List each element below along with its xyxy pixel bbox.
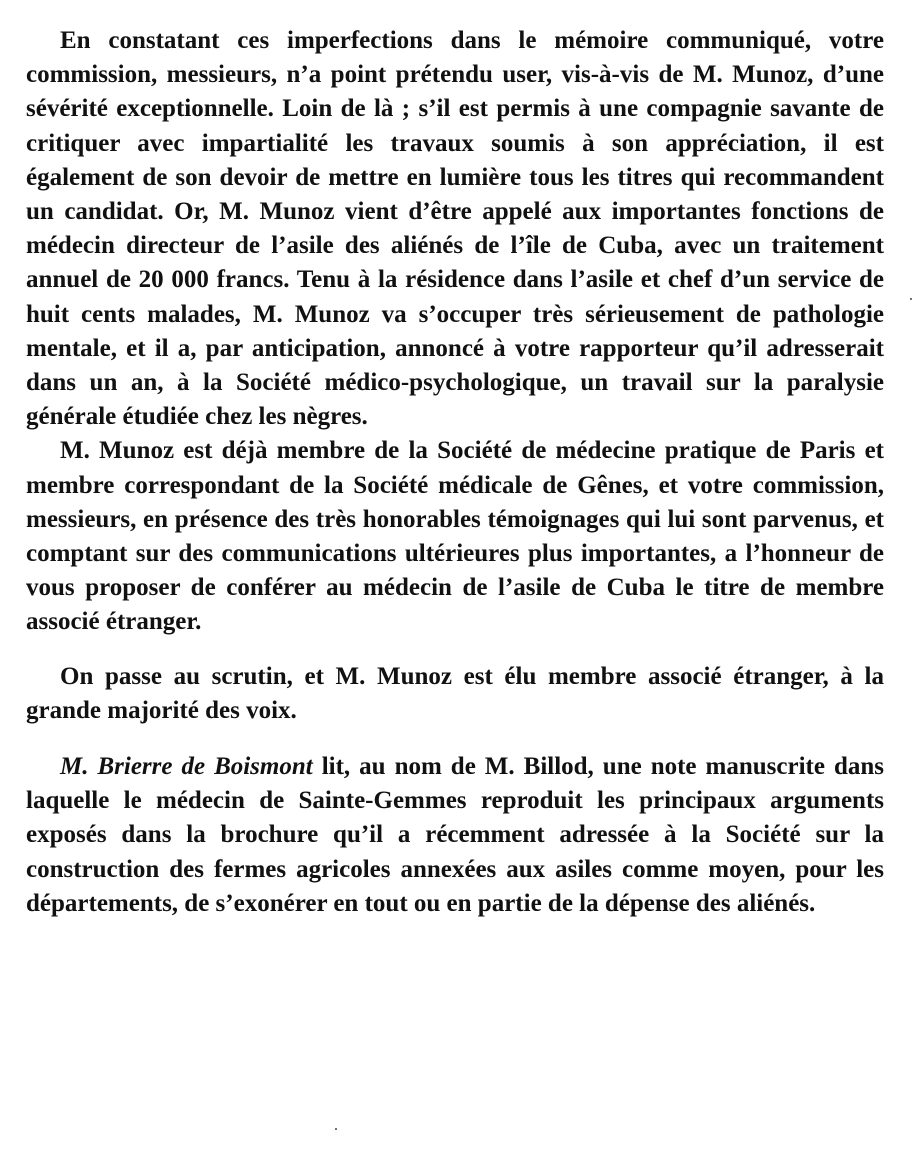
print-speck bbox=[335, 1128, 337, 1130]
paragraph-billod-note bbox=[26, 750, 884, 921]
paragraph-vote-result: On passe au scrutin, et M. Munoz est élu membre associé étranger, à la grande majorité des voix. bbox=[26, 662, 884, 724]
paragraph-commission-report: En constatant ces imperfections dans le mémoire communiqué, votre commission, messieurs, n’a point prétendu user, vis-à-vis de M. Munoz, d’une sévérité exceptionnelle. Loin de là ; s’il est permis à une compagnie savante de critiquer avec impartialité les travaux soumis à son appréciation, il est également de son devoir de mettre en lumière tous les titres qui recommandent un candidat. Or, M. Munoz vient d’être appelé aux importantes fonctions de médecin directeur de l’asile des aliénés de l’île de Cuba, avec un traitement annuel de 20 000 francs. Tenu à la résidence dans l’asile et chef d’un service de huit cents malades, M. Munoz va s’occuper très sérieusement de pathologie mentale, et il a, par anticipation, annoncé à votre rapporteur qu’il adresserait dans un an, à la Société médico-psychologique, un travail sur la paralysie générale étudiée chez les nègres. bbox=[26, 27, 884, 431]
print-speck bbox=[910, 298, 912, 300]
paragraph-spacer bbox=[26, 728, 884, 750]
document-page bbox=[26, 24, 884, 921]
paragraph-spacer bbox=[26, 640, 884, 660]
speaker-name: M. Brierre de Boismont bbox=[60, 753, 313, 781]
paragraph-billod-note-text: lit, au nom de M. Billod, une note manuscrite dans laquelle le médecin de Sainte-Gemmes reproduit les principaux arguments exposés dans la brochure qu’il a récemment adressée à la Société sur la construction des fermes agricoles annexées aux asiles comme moyen, pour les départements, de s’exonérer en tout ou en partie de la dépense des aliénés. bbox=[26, 753, 884, 917]
paragraph-munoz-membership: M. Munoz est déjà membre de la Société de médecine pratique de Paris et membre correspondant de la Société médicale de Gênes, et votre commission, messieurs, en présence des très honorables témoignages qui lui sont parvenus, et comptant sur des communications ultérieures plus importantes, a l’honneur de vous proposer de conférer au médecin de l’asile de Cuba le titre de membre associé étranger. bbox=[26, 437, 884, 636]
